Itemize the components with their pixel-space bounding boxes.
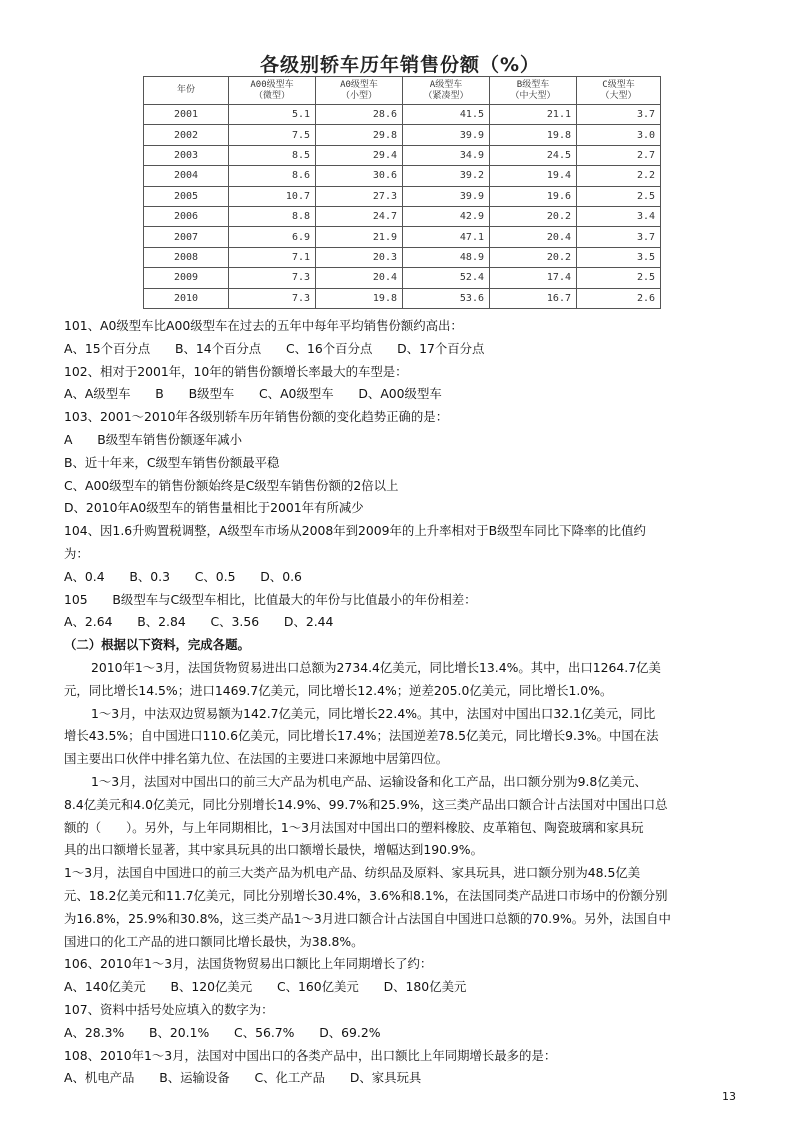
text-line: 102、相对于2001年，10年的销售份额增长率最大的车型是： [64, 363, 408, 379]
table-row [144, 186, 661, 206]
column-header: A级型车 （紧凑型） [403, 77, 490, 105]
share-cell: 27.3 [316, 186, 403, 206]
share-cell: 2.2 [577, 166, 661, 186]
text-line: 国主要出口伙伴中排名第九位、在法国的主要进口来源地中居第四位。 [64, 751, 449, 767]
share-cell: 29.4 [316, 145, 403, 165]
share-cell: 6.9 [229, 227, 316, 247]
text-line: 1～3月，中法双边贸易额为142.7亿美元，同比增长22.4%。其中，法国对中国出口32.1亿美元，同比 [91, 705, 656, 721]
share-cell: 48.9 [403, 247, 490, 267]
year-cell: 2007 [144, 227, 229, 247]
share-cell: 7.3 [229, 268, 316, 288]
year-cell: 2009 [144, 268, 229, 288]
text-line: 具的出口额增长显著，其中家具玩具的出口额增长最快，增幅达到190.9%。 [64, 842, 483, 858]
column-header: A00级型车 （微型） [229, 77, 316, 105]
share-cell: 2.5 [577, 268, 661, 288]
share-cell: 7.5 [229, 125, 316, 145]
page-number: 13 [722, 1090, 736, 1103]
share-cell: 19.6 [490, 186, 577, 206]
share-cell: 24.7 [316, 206, 403, 226]
text-line: 108、2010年1～3月，法国对中国出口的各类产品中，出口额比上年同期增长最多的是： [64, 1047, 557, 1063]
text-line: 增长43.5%；自中国进口110.6亿美元，同比增长17.4%；法国逆差78.5亿美元，同比增长9.3%。中国在法 [64, 728, 659, 744]
share-cell: 2.6 [577, 288, 661, 308]
text-line: A、140亿美元 B、120亿美元 C、160亿美元 D、180亿美元 [64, 979, 467, 995]
table-title: 各级别轿车历年销售份额（%） [259, 54, 541, 76]
share-cell: 52.4 [403, 268, 490, 288]
table-header-row [144, 77, 661, 105]
share-cell: 8.6 [229, 166, 316, 186]
share-cell: 7.3 [229, 288, 316, 308]
share-cell: 2.7 [577, 145, 661, 165]
text-line: 103、2001～2010年各级别轿车历年销售份额的变化趋势正确的是： [64, 409, 449, 425]
share-cell: 39.9 [403, 125, 490, 145]
share-cell: 30.6 [316, 166, 403, 186]
share-cell: 20.4 [490, 227, 577, 247]
table-row [144, 166, 661, 186]
text-line: A、机电产品 B、运输设备 C、化工产品 D、家具玩具 [64, 1070, 422, 1086]
share-cell: 19.8 [316, 288, 403, 308]
question-text-block [64, 315, 764, 1090]
share-cell: 16.7 [490, 288, 577, 308]
text-line: 8.4亿美元和4.0亿美元，同比分别增长14.9%、99.7%和25.9%，这三类产品出口额合计占法国对中国出口总 [64, 796, 668, 812]
column-header: 年份 [144, 77, 229, 105]
text-line: B、近十年来，C级型车销售份额最平稳 [64, 454, 280, 470]
text-line: D、2010年A0级型车的销售量相比于2001年有所减少 [64, 500, 364, 516]
text-line: 104、因1.6升购置税调整，A级型车市场从2008年到2009年的上升率相对于B级型车同比下降率的比值约 [64, 523, 646, 539]
share-cell: 24.5 [490, 145, 577, 165]
year-cell: 2008 [144, 247, 229, 267]
share-cell: 2.5 [577, 186, 661, 206]
table-row [144, 206, 661, 226]
text-line: A、15个百分点 B、14个百分点 C、16个百分点 D、17个百分点 [64, 340, 485, 356]
year-cell: 2002 [144, 125, 229, 145]
share-cell: 20.4 [316, 268, 403, 288]
share-cell: 28.6 [316, 105, 403, 125]
share-cell: 8.5 [229, 145, 316, 165]
text-line: A、2.64 B、2.84 C、3.56 D、2.44 [64, 614, 334, 630]
text-line: 1～3月，法国自中国进口的前三大类产品为机电产品、纺织品及原料、家具玩具，进口额分别为48.5亿美 [64, 865, 641, 881]
year-cell: 2006 [144, 206, 229, 226]
share-cell: 3.7 [577, 227, 661, 247]
year-cell: 2010 [144, 288, 229, 308]
text-line: 101、A0级型车比A00级型车在过去的五年中每年平均销售份额约高出： [64, 318, 463, 333]
share-cell: 10.7 [229, 186, 316, 206]
share-cell: 29.8 [316, 125, 403, 145]
text-line: 2010年1～3月，法国货物贸易进出口总额为2734.4亿美元，同比增长13.4%。其中，出口1264.7亿美 [91, 659, 661, 675]
text-line: （二）根据以下资料，完成各题。 [64, 637, 250, 653]
share-cell: 21.1 [490, 105, 577, 125]
text-line: 106、2010年1～3月，法国货物贸易出口额比上年同期增长了约： [64, 956, 433, 972]
text-line: A B级型车销售份额逐年减小 [64, 431, 243, 447]
sales-share-table [143, 76, 661, 309]
text-line: 元，同比增长14.5%；进口1469.7亿美元，同比增长12.4%；逆差205.0亿美元，同比增长1.0%。 [64, 682, 613, 698]
share-cell: 20.2 [490, 247, 577, 267]
column-header: C级型车 （大型） [577, 77, 661, 105]
share-cell: 34.9 [403, 145, 490, 165]
text-line: 1～3月，法国对中国出口的前三大产品为机电产品、运输设备和化工产品，出口额分别为9.8亿美元、 [91, 773, 647, 789]
share-cell: 53.6 [403, 288, 490, 308]
share-cell: 20.2 [490, 206, 577, 226]
text-line: 元、18.2亿美元和11.7亿美元，同比分别增长30.4%，3.6%和8.1%，在法国同类产品进口市场中的份额分别 [64, 887, 668, 903]
table-row [144, 288, 661, 308]
share-cell: 21.9 [316, 227, 403, 247]
year-cell: 2004 [144, 166, 229, 186]
table-row [144, 227, 661, 247]
year-cell: 2003 [144, 145, 229, 165]
share-cell: 3.5 [577, 247, 661, 267]
share-cell: 3.4 [577, 206, 661, 226]
table-row [144, 145, 661, 165]
text-line: 额的（ ）。另外，与上年同期相比，1～3月法国对中国出口的塑料橡胶、皮革箱包、陶瓷玻璃和家具玩 [64, 819, 644, 835]
year-cell: 2005 [144, 186, 229, 206]
table-row [144, 125, 661, 145]
text-line: 国进口的化工产品的进口额同比增长最快，为38.8%。 [64, 933, 364, 949]
text-line: 107、资料中括号处应填入的数字为： [64, 1001, 274, 1017]
share-cell: 5.1 [229, 105, 316, 125]
table-row [144, 105, 661, 125]
share-cell: 3.0 [577, 125, 661, 145]
table-row [144, 268, 661, 288]
share-cell: 3.7 [577, 105, 661, 125]
column-header: B级型车 （中大型） [490, 77, 577, 105]
share-cell: 20.3 [316, 247, 403, 267]
text-line: A、A级型车 B B级型车 C、A0级型车 D、A00级型车 [64, 386, 442, 402]
column-header: A0级型车 （小型） [316, 77, 403, 105]
share-cell: 41.5 [403, 105, 490, 125]
text-line: 为： [64, 545, 89, 561]
text-line: 105 B级型车与C级型车相比，比值最大的年份与比值最小的年份相差： [64, 591, 477, 607]
text-line: A、28.3% B、20.1% C、56.7% D、69.2% [64, 1024, 381, 1040]
share-cell: 47.1 [403, 227, 490, 247]
share-cell: 8.8 [229, 206, 316, 226]
share-cell: 19.4 [490, 166, 577, 186]
year-cell: 2001 [144, 105, 229, 125]
text-line: C、A00级型车的销售份额始终是C级型车销售份额的2倍以上 [64, 477, 399, 493]
share-cell: 19.8 [490, 125, 577, 145]
text-line: 为16.8%，25.9%和30.8%，这三类产品1～3月进口额合计占法国自中国进口总额的70.9%。另外，法国自中 [64, 910, 671, 926]
share-cell: 7.1 [229, 247, 316, 267]
share-cell: 17.4 [490, 268, 577, 288]
table-row [144, 247, 661, 267]
share-cell: 39.9 [403, 186, 490, 206]
share-cell: 42.9 [403, 206, 490, 226]
text-line: A、0.4 B、0.3 C、0.5 D、0.6 [64, 568, 302, 584]
share-cell: 39.2 [403, 166, 490, 186]
